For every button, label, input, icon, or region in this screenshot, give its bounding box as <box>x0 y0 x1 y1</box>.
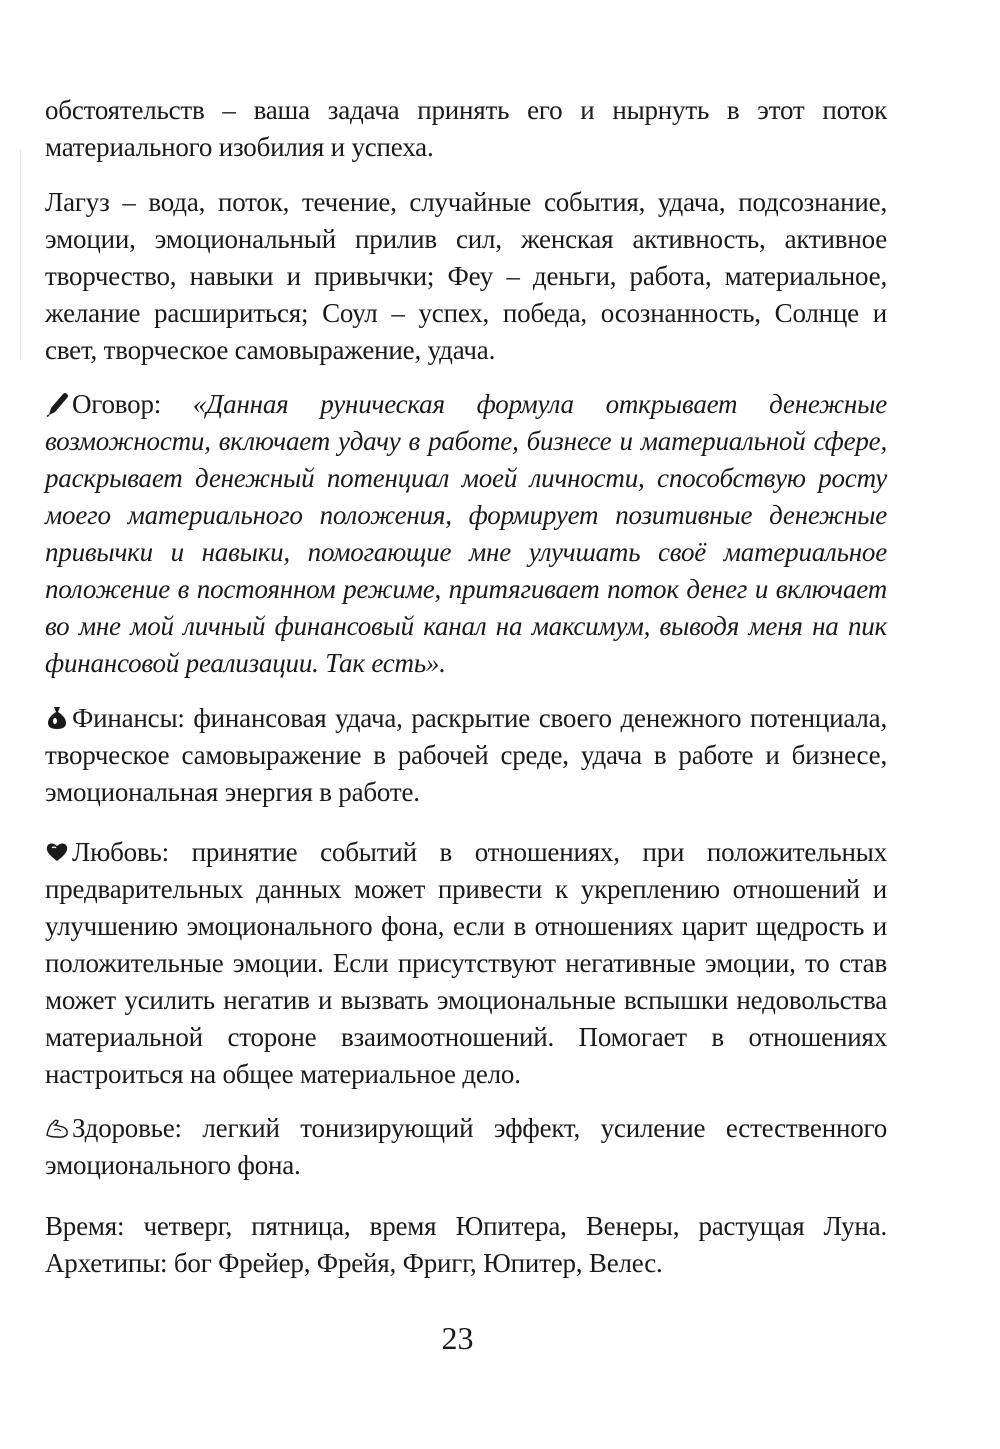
paragraph-ogovor <box>45 386 887 682</box>
paragraph-time <box>45 1208 887 1282</box>
ogovor-text: «Данная руническая формула открывает денежные возможности, включает удачу в работе, бизнесе и материальной сфере, раскрывает денежный потенциал моей личности, способствую росту моего материального положения, формирует позитивные денежные привычки и навыки, помогающие мне улучшать своё материальное положение в постоянном режиме, притягивает поток денег и включает во мне мой личный финансовый канал на максимум, выводя меня на пик финансовой реализации. Так есть». <box>45 389 887 678</box>
margin-line <box>20 150 21 360</box>
love-text: Любовь: принятие событий в отношениях, при положительных предварительных данных может привести к укреплению отношений и улучшению эмоционального фона, если в отношениях царит щедрость и положительные эмоции. Если присутствуют негативные эмоции, то став может усилить негатив и вызвать эмоциональные вспышки недовольства материальной стороне взаимоотношений. Помогает в отношениях настроиться на общее материальное дело. <box>45 837 887 1089</box>
page-number: 23 <box>441 1320 474 1356</box>
paragraph-health <box>45 1110 887 1184</box>
paragraph-love <box>45 834 887 1093</box>
paragraph-text: обстоятельств – ваша задача принять его и нырнуть в этот поток материального изобилия и успеха. <box>45 95 887 162</box>
heart-icon <box>45 839 69 865</box>
paragraph-text: Лагуз – вода, поток, течение, случайные события, удача, подсознание, эмоции, эмоциональный прилив сил, женская активность, активное творчество, навыки и привычки; Феу – деньги, работа, материальное, желание расшириться; Соул – успех, победа, осознанность, Солнце и свет, творческое самовыражение, удача. <box>45 187 887 365</box>
arm-muscle-icon <box>45 1115 69 1141</box>
finance-text: Финансы: финансовая удача, раскрытие своего денежного потенциала, творческое самовыражение в рабочей среде, удача в работе и бизнесе, эмоциональная энергия в работе. <box>45 703 887 807</box>
paragraph-runes <box>45 184 887 369</box>
paragraph-finance <box>45 700 887 811</box>
paragraph-intro-end <box>45 92 887 166</box>
pen-icon <box>45 391 69 417</box>
ogovor-label: Оговор: <box>72 389 193 419</box>
health-text: Здоровье: легкий тонизирующий эффект, усиление естественного эмоционального фона. <box>45 1113 887 1180</box>
money-bag-icon <box>45 705 69 731</box>
paragraph-text: Время: четверг, пятница, время Юпитера, Венеры, растущая Луна. Архетипы: бог Фрейер, Фрейя, Фригг, Юпитер, Велес. <box>45 1211 887 1278</box>
